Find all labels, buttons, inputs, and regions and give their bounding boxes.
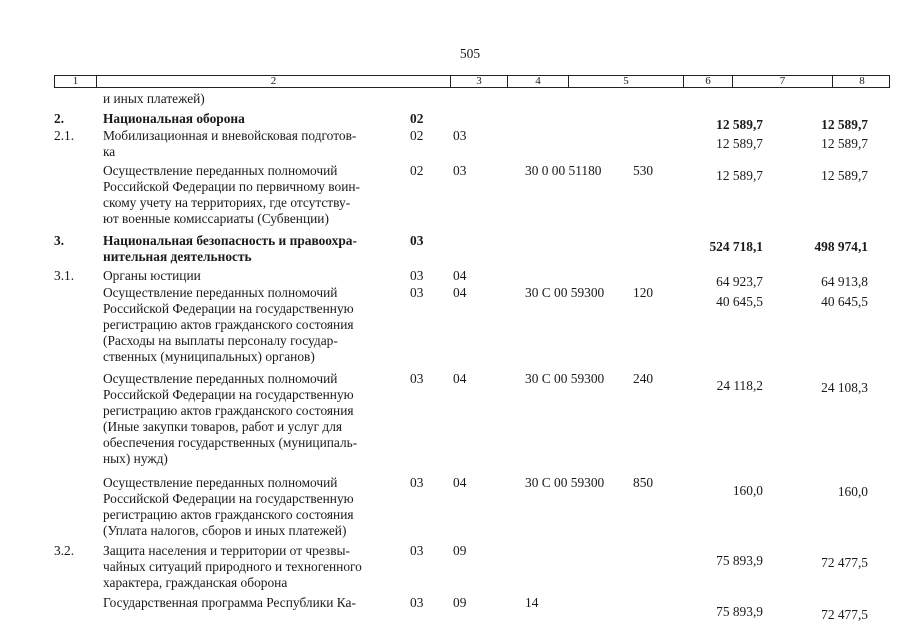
cell-target-article: 30 0 00 51180 <box>525 163 602 178</box>
row-description-line: Защита населения и территории от чрезвы- <box>103 543 350 558</box>
cell-amount-year-2: 40 645,5 <box>821 294 868 309</box>
cell-section: 02 <box>410 128 424 143</box>
row-description-line: обеспечения государственных (муниципаль- <box>103 435 358 450</box>
cell-subsection: 04 <box>453 371 467 386</box>
cell-target-article: 30 С 00 59300 <box>525 475 605 490</box>
row-description-line: Российской Федерации по первичному воин- <box>103 179 361 194</box>
column-number-6: 6 <box>684 76 733 87</box>
row-description-line: (Расходы на выплаты персоналу государ- <box>103 333 338 348</box>
cell-section: 03 <box>410 475 424 490</box>
cell-expense-type: 850 <box>633 475 654 490</box>
cell-section: 02 <box>410 111 424 126</box>
row-description-line: Осуществление переданных полномочий <box>103 475 338 490</box>
cell-subsection: 03 <box>453 128 467 143</box>
row-description-line: регистрацию актов гражданского состояния <box>103 317 354 332</box>
cell-amount-year-2: 72 477,5 <box>821 555 868 570</box>
column-number-header <box>54 75 890 88</box>
row-description-line: Российской Федерации на государственную <box>103 301 354 316</box>
row-number: 3. <box>54 233 65 248</box>
cell-subsection: 04 <box>453 268 467 283</box>
cell-amount-year-2: 64 913,8 <box>821 274 868 289</box>
row-description-line: (Уплата налогов, сборов и иных платежей) <box>103 523 347 538</box>
row-number: 3.2. <box>54 543 75 558</box>
cell-target-article: 30 С 00 59300 <box>525 285 605 300</box>
row-description-line: ют военные комиссариаты (Субвенции) <box>103 211 329 226</box>
row-description-line: характера, гражданская оборона <box>103 575 288 590</box>
cell-amount-year-1: 75 893,9 <box>716 604 763 619</box>
cell-section: 02 <box>410 163 424 178</box>
cell-amount-year-1: 12 589,7 <box>716 168 763 183</box>
cell-amount-year-1: 12 589,7 <box>716 117 763 132</box>
cell-amount-year-1: 524 718,1 <box>709 239 763 254</box>
cell-amount-year-2: 72 477,5 <box>821 607 868 622</box>
row-description-line: Осуществление переданных полномочий <box>103 163 338 178</box>
row-description-line: ка <box>103 144 116 159</box>
cell-section: 03 <box>410 595 424 610</box>
column-number-1: 1 <box>55 76 97 87</box>
row-description-line: нительная деятельность <box>103 249 252 264</box>
row-description-line: регистрацию актов гражданского состояния <box>103 403 354 418</box>
cell-subsection: 09 <box>453 543 467 558</box>
cell-target-article: 30 С 00 59300 <box>525 371 605 386</box>
cell-section: 03 <box>410 285 424 300</box>
cell-subsection: 04 <box>453 285 467 300</box>
row-description-line: и иных платежей) <box>103 91 205 106</box>
row-description-line: Органы юстиции <box>103 268 201 283</box>
cell-amount-year-1: 160,0 <box>732 483 763 498</box>
row-number: 3.1. <box>54 268 75 283</box>
row-description-line: Национальная оборона <box>103 111 245 126</box>
cell-amount-year-2: 12 589,7 <box>821 168 868 183</box>
cell-amount-year-1: 24 118,2 <box>716 378 763 393</box>
cell-amount-year-2: 498 974,1 <box>814 239 868 254</box>
cell-amount-year-1: 75 893,9 <box>716 553 763 568</box>
cell-section: 03 <box>410 233 424 248</box>
cell-subsection: 03 <box>453 163 467 178</box>
cell-section: 03 <box>410 371 424 386</box>
cell-amount-year-1: 64 923,7 <box>716 274 763 289</box>
row-description-line: Осуществление переданных полномочий <box>103 371 338 386</box>
cell-amount-year-1: 12 589,7 <box>716 136 763 151</box>
column-number-5: 5 <box>569 76 684 87</box>
cell-amount-year-2: 12 589,7 <box>821 117 868 132</box>
row-description-line: Национальная безопасность и правоохра- <box>103 233 357 248</box>
cell-amount-year-2: 24 108,3 <box>821 380 868 395</box>
row-description-line: (Иные закупки товаров, работ и услуг для <box>103 419 343 434</box>
row-description-line: Российской Федерации на государственную <box>103 491 354 506</box>
column-number-7: 7 <box>733 76 833 87</box>
cell-section: 03 <box>410 543 424 558</box>
cell-target-article: 14 <box>525 595 539 610</box>
row-description-line: Осуществление переданных полномочий <box>103 285 338 300</box>
row-description-line: чайных ситуаций природного и техногенного <box>103 559 362 574</box>
cell-subsection: 09 <box>453 595 467 610</box>
cell-section: 03 <box>410 268 424 283</box>
cell-subsection: 04 <box>453 475 467 490</box>
cell-amount-year-2: 12 589,7 <box>821 136 868 151</box>
row-description-line: ственных (муниципальных) органов) <box>103 349 315 364</box>
column-number-2: 2 <box>97 76 451 87</box>
row-description-line: скому учету на территориях, где отсутству- <box>103 195 351 210</box>
row-description-line: Государственная программа Республики Ка- <box>103 595 356 610</box>
row-number: 2. <box>54 111 65 126</box>
cell-expense-type: 240 <box>633 371 654 386</box>
row-description-line: Российской Федерации на государственную <box>103 387 354 402</box>
row-description-line: регистрацию актов гражданского состояния <box>103 507 354 522</box>
cell-expense-type: 120 <box>633 285 654 300</box>
column-number-4: 4 <box>508 76 569 87</box>
row-number: 2.1. <box>54 128 75 143</box>
cell-amount-year-2: 160,0 <box>837 484 868 499</box>
row-description-line: ных) нужд) <box>103 451 168 466</box>
page-number: 505 <box>459 46 481 61</box>
column-number-3: 3 <box>451 76 508 87</box>
row-description-line: Мобилизационная и вневойсковая подготов- <box>103 128 357 143</box>
cell-expense-type: 530 <box>633 163 654 178</box>
cell-amount-year-1: 40 645,5 <box>716 294 763 309</box>
column-number-8: 8 <box>859 75 865 87</box>
